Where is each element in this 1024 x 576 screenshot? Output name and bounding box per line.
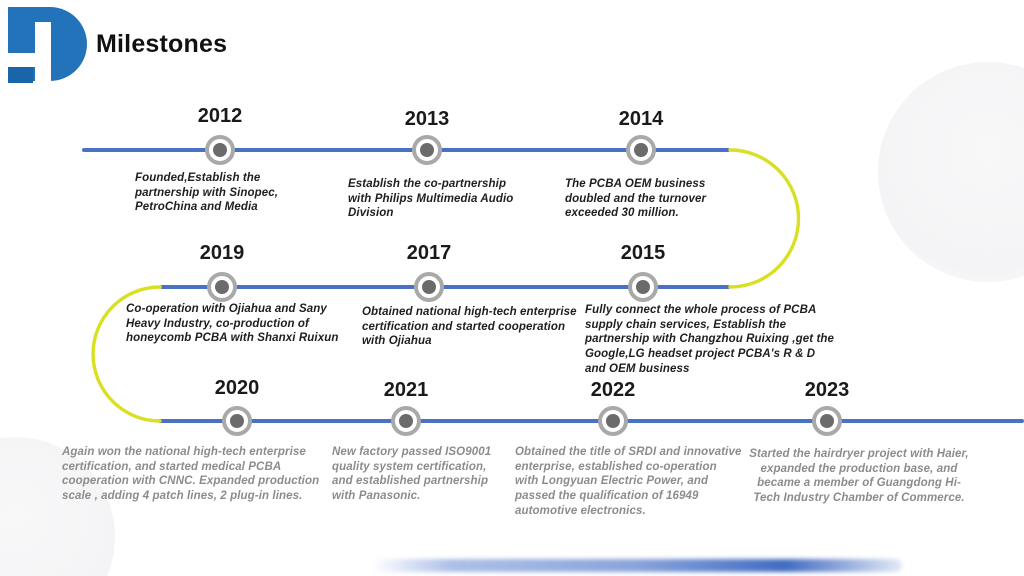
- timeline-node-2015: [628, 272, 658, 302]
- timeline-node-2014: [626, 135, 656, 165]
- milestone-year-2014: 2014: [618, 108, 664, 130]
- page-title: Milestones: [96, 30, 228, 58]
- node-dot: [820, 414, 834, 428]
- milestone-year-2021: 2021: [383, 379, 429, 401]
- milestone-description-2017: Obtained national high-tech enterprise certification and started cooperation with Ojiahua: [362, 306, 577, 348]
- milestone-year-2019: 2019: [199, 242, 245, 264]
- timeline-node-2012: [205, 135, 235, 165]
- timeline-node-2013: [412, 135, 442, 165]
- node-dot: [213, 143, 227, 157]
- milestone-year-2022: 2022: [590, 379, 636, 401]
- decor-blue-streak-bottom: [372, 559, 902, 572]
- node-dot: [230, 414, 244, 428]
- milestone-year-2015: 2015: [620, 242, 666, 264]
- milestone-description-2015: Fully connect the whole process of PCBA supply chain services, Establish the partnership with Changzhou Ruixing ,get the Google,LG headset project PCBA's R & D and OEM business: [585, 304, 834, 375]
- milestone-description-2019: Co-operation with Ojiahua and Sany Heavy Industry, co-production of honeycomb PCBA with Shanxi Ruixun: [126, 303, 339, 345]
- milestone-description-2023: Started the hairdryer project with Haier, expanded the production base, and became a member of Guangdong Hi-Tech Industry Chamber of Commerce.: [749, 448, 969, 505]
- timeline-node-2023: [812, 406, 842, 436]
- node-dot: [606, 414, 620, 428]
- timeline-line-row3: [158, 419, 1024, 423]
- milestone-description-2014: The PCBA OEM business doubled and the turnover exceeded 30 million.: [565, 178, 707, 220]
- timeline-node-2021: [391, 406, 421, 436]
- node-dot: [420, 143, 434, 157]
- milestone-description-2012: Founded,Establish the partnership with Sinopec, PetroChina and Media: [135, 172, 279, 214]
- node-dot: [422, 280, 436, 294]
- milestone-year-2012: 2012: [197, 105, 243, 127]
- decor-circle-top-right: [878, 62, 1024, 282]
- milestone-description-2021: New factory passed ISO9001 quality system certification, and established partnership with Panasonic.: [332, 446, 492, 503]
- node-dot: [399, 414, 413, 428]
- timeline-node-2020: [222, 406, 252, 436]
- milestone-description-2022: Obtained the title of SRDI and innovative enterprise, established co-operation with Longyuan Electric Power, and passed the qualification of 16949 automotive electronics.: [515, 446, 742, 517]
- node-dot: [636, 280, 650, 294]
- node-dot: [215, 280, 229, 294]
- company-logo-icon: [8, 7, 88, 83]
- milestone-year-2020: 2020: [214, 377, 260, 399]
- node-dot: [634, 143, 648, 157]
- milestone-year-2023: 2023: [804, 379, 850, 401]
- milestone-year-2017: 2017: [406, 242, 452, 264]
- milestone-year-2013: 2013: [404, 108, 450, 130]
- milestone-description-2020: Again won the national high-tech enterprise certification, and started medical PCBA cooperation with CNNC. Expanded production scale , adding 4 patch lines, 2 plug-in lines.: [62, 446, 320, 503]
- timeline-node-2017: [414, 272, 444, 302]
- milestone-description-2013: Establish the co-partnership with Philips Multimedia Audio Division: [348, 178, 514, 220]
- timeline-node-2019: [207, 272, 237, 302]
- timeline-node-2022: [598, 406, 628, 436]
